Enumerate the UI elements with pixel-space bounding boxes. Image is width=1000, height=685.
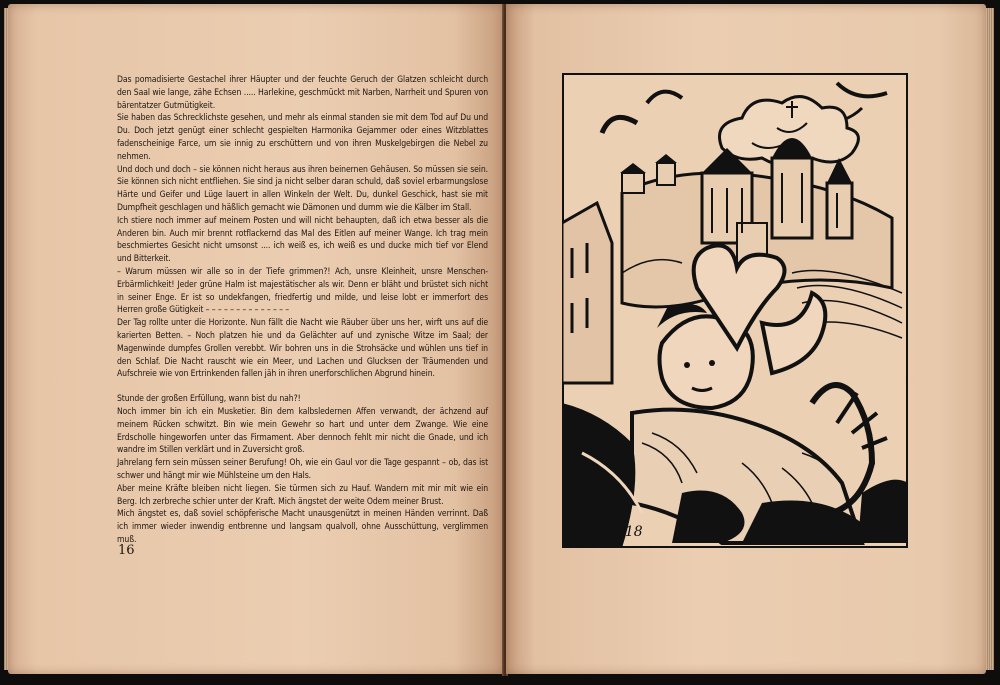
paragraph: Noch immer bin ich ein Musketier. Bin dem kalbsledernen Affen verwandt, der ächzend auf meinem Rücken schwitzt. Bin wie mein Gewehr so hart und unter dem Zwange. Wie eine Erdscholle hingeworfen unter das Firmament. Aber dennoch fehlt mir nicht die Gnade, und ich wandre im Stillen verklärt und in Zuversicht groß. [117,406,488,456]
left-page-text [117,74,488,547]
paragraph: Aber meine Kräfte bleiben nicht liegen. Sie türmen sich zu Hauf. Wandern mit mir mit wie ein Berg. Ich zerbreche schier unter der Kraft. Mich ängstet der weite Odem meiner Brust. [117,483,488,507]
paragraph: Jahrelang fern sein müssen seiner Berufung! Oh, wie ein Gaul vor die Tage gespannt – ob, das ist schwer und hängt mir wie Mühlsteine um den Hals. [117,458,488,481]
paragraph: Mich ängstet es, daß soviel schöpferische Macht unausgenützt in meinen Händen verrinnt. Daß ich immer wieder inwendig entbrenne und langsam qualvoll, ohne Ausschüttung, verglimmen muß. [117,509,488,545]
paragraph: Sie haben das Schrecklichste gesehen, und mehr als einmal standen sie mit dem Tod auf Du und Du. Doch jetzt genügt einer schlecht gespielten Harmonika Gejammer oder eines Witzblattes fadenscheinige Farce, um sie innig zu erschüttern und von ihren Muskelgebirgen die Nebel zu nehmen. [117,113,488,162]
paragraph: Stunde der großen Erfüllung, wann bist du nah?! [117,394,301,405]
paragraph: Das pomadisierte Gestachel ihrer Häupter und der feuchte Geruch der Glatzen schleicht durch den Saal wie lange, zähe Echsen ..... Harlekine, geschmückt mit Narben, Narrheit und Spuren von bärentatzer Gutmütigkeit. [117,75,488,111]
page-number: 16 [118,543,135,558]
paragraph: Und doch und doch – sie können nicht heraus aus ihren beinernen Gehäusen. So müssen sie sein. Sie können sich nicht entfliehen. Sie sind ja nicht selber daran schuld, daß soviel erbarmungslose Härte und Geifer und Lüge lauert in allen Winkeln der Welt. Du, dunkel Geschick, hast sie mit Dumpfheit geschlagen und häßlich gemacht wie Dämonen und dumm wie die Kälber im Stall. [117,164,488,213]
paragraph: Der Tag rollte unter die Horizonte. Nun fällt die Nacht wie Räuber über uns her, wirft uns auf die karierten Betten. – Noch platzen hie und da Gelächter auf und zynische Witze im Saal; der Magenwinde dumpfes Grollen verebbt. Wir bohren uns in die Strohsäcke und wühlen uns tief in den Schlaf. Die Nacht rauscht wie ein Meer, und Lachen und Glucksen der Träumenden und Aufschreie wie von Ertrinkenden fallen jäh in ihren unerforschlichen Abgrund hinein. [117,318,488,380]
woodcut-illustration [562,73,908,548]
illustration-signature: 1918 [607,524,643,540]
paragraph: – Warum müssen wir alle so in der Tiefe grimmen?! Ach, unsre Kleinheit, unsre Menschen-Erbärmlichkeit! Jeder grüne Halm ist majestätischer als wir. Denn er bläht und brüstet sich nicht in seiner Enge. Er ist so undekfangen, friedfertig und milde, und leise lobt er immerfort des Herren große Gütigkeit – – – – – – – – – – – – – – [117,266,488,316]
paragraph: Ich stiere noch immer auf meinem Posten und will nicht behaupten, daß ich etwa besser als die Anderen bin. Auch mir brennt rotflackernd das Mal des Eitlen auf meiner Wange. Ich trag mein beschmiertes Gesicht nicht umsonst .... ich weiß es, ich weiß es und ducke mich tief vor Elend und Bitterkeit. [117,215,488,265]
page-edges-right [986,8,994,670]
